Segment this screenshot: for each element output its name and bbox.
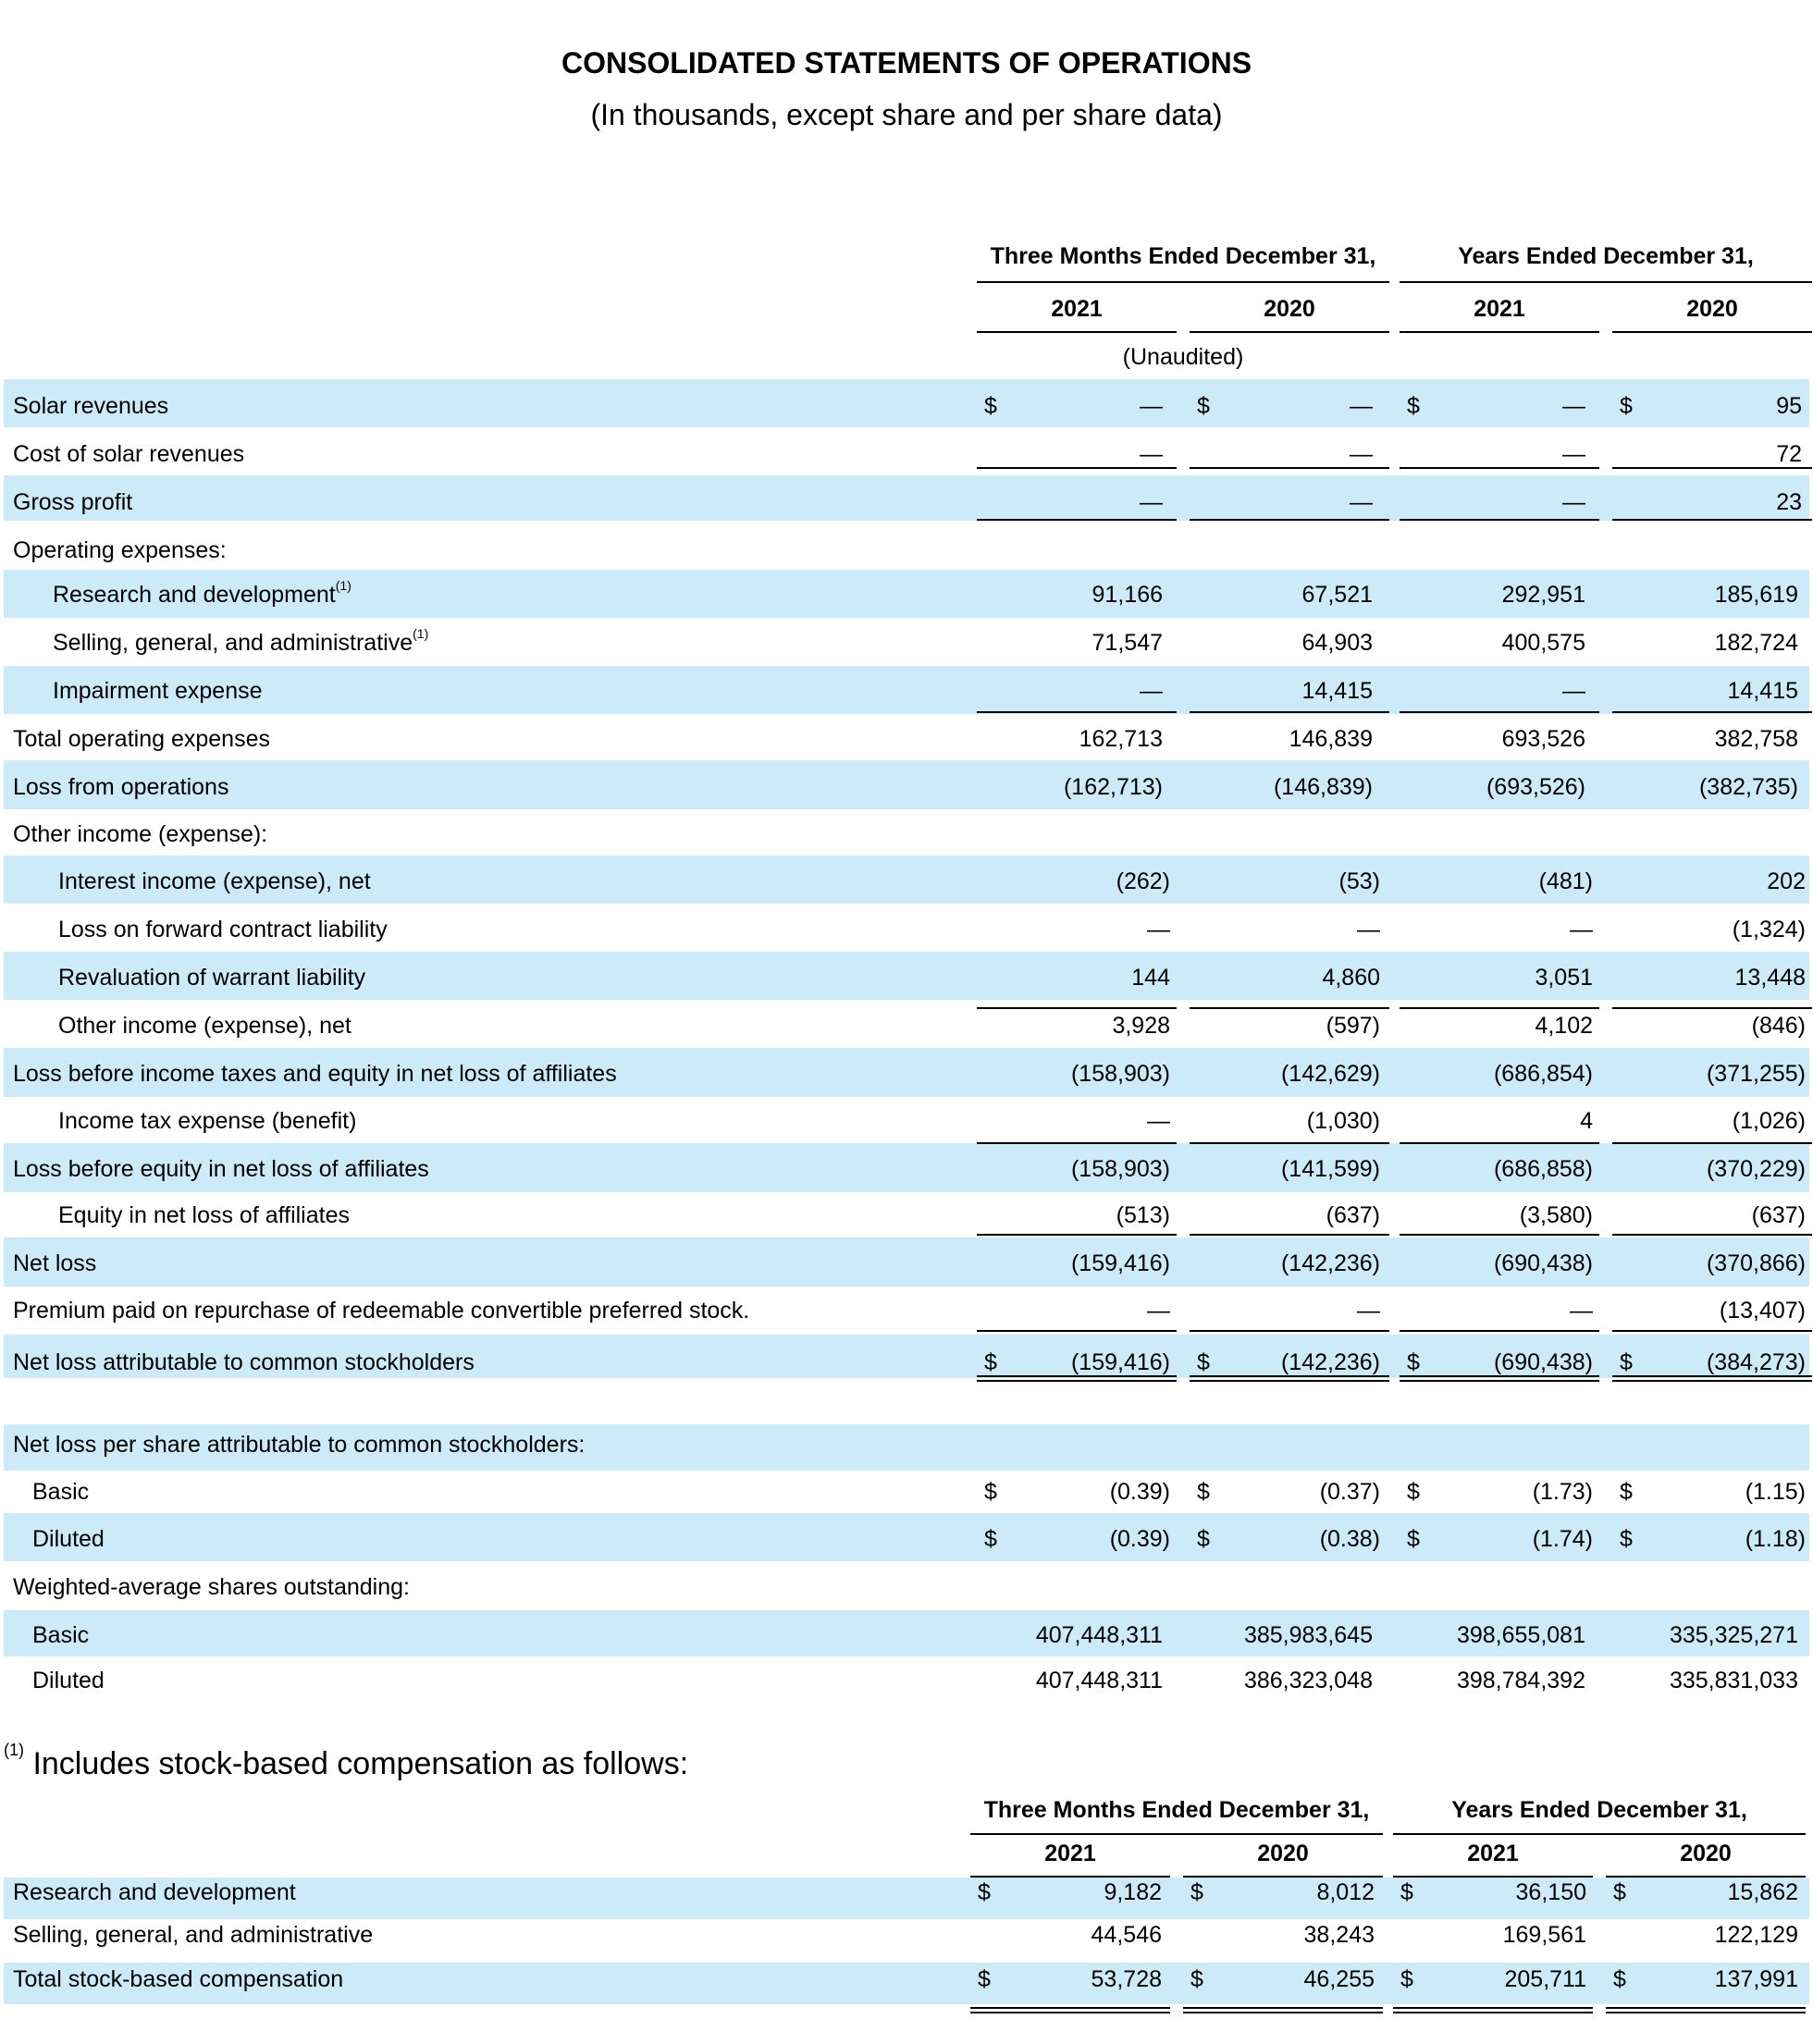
currency-symbol: $ (1407, 1349, 1420, 1375)
row-label: Basic (32, 1479, 90, 1505)
total-rule (977, 711, 1177, 713)
cell-value: — (1350, 393, 1373, 419)
table-row (0, 1479, 1813, 1525)
table-row (0, 1879, 1813, 1926)
row-label: Equity in net loss of affiliates (58, 1202, 350, 1228)
table-row (0, 1202, 1813, 1249)
row-label: Weighted-average shares outstanding: (13, 1574, 410, 1600)
row-label: Cost of solar revenues (13, 441, 245, 467)
table-row (0, 537, 1813, 584)
double-rule (1606, 2007, 1806, 2013)
cell-value: 13,448 (1734, 965, 1806, 991)
cell-value: — (1570, 1298, 1593, 1324)
currency-symbol: $ (984, 1479, 997, 1505)
row-label: Diluted (32, 1668, 105, 1693)
total-rule (977, 1234, 1177, 1236)
cell-value: 382,758 (1714, 726, 1798, 752)
table-row (0, 1668, 1813, 1714)
total-rule (1400, 1142, 1599, 1144)
cell-value: 3,051 (1535, 965, 1593, 991)
row-label: Net loss (13, 1250, 97, 1276)
comp-year-header: 2021 (1044, 1841, 1096, 1866)
cell-value: (1.73) (1532, 1479, 1593, 1505)
cell-value: 185,619 (1714, 582, 1798, 608)
cell-value: (637) (1326, 1202, 1380, 1228)
total-rule (1400, 1330, 1599, 1332)
currency-symbol: $ (1190, 1879, 1203, 1905)
table-row (0, 821, 1813, 868)
table-row (0, 868, 1813, 915)
cell-value: 386,323,048 (1243, 1668, 1373, 1693)
cell-value: 335,325,271 (1669, 1622, 1798, 1648)
total-rule (1400, 1007, 1599, 1009)
cell-value: (1.15) (1745, 1479, 1806, 1505)
cell-value: (597) (1326, 1013, 1380, 1039)
currency-symbol: $ (1190, 1966, 1203, 1992)
cell-value: 23 (1776, 489, 1802, 515)
currency-symbol: $ (1613, 1966, 1626, 1992)
cell-value: — (1350, 489, 1373, 515)
table-row (0, 1013, 1813, 1059)
table-row (0, 1250, 1813, 1297)
header-rule (970, 1833, 1383, 1835)
total-rule (977, 1007, 1177, 1009)
footnote-text: Includes stock-based compensation as follows: (32, 1746, 689, 1781)
footnote-marker: (1) (4, 1741, 24, 1759)
row-label: Income tax expense (benefit) (58, 1108, 357, 1134)
row-label: Interest income (expense), net (58, 868, 371, 894)
year-header: 2021 (1474, 296, 1525, 322)
cell-value: 8,012 (1316, 1879, 1375, 1905)
currency-symbol: $ (1197, 1479, 1210, 1505)
cell-value: — (1570, 917, 1593, 942)
header-rule (1190, 331, 1389, 333)
table-row (0, 774, 1813, 820)
double-rule (1183, 2007, 1383, 2013)
cell-value: 53,728 (1091, 1966, 1162, 1992)
cell-value: (481) (1538, 868, 1593, 894)
row-label: Solar revenues (13, 393, 169, 419)
cell-value: — (1357, 1298, 1380, 1324)
cell-value: 15,862 (1727, 1879, 1798, 1905)
cell-value: — (1147, 917, 1170, 942)
cell-value: (693,526) (1486, 774, 1585, 800)
cell-value: (0.37) (1319, 1479, 1380, 1505)
cell-value: 182,724 (1714, 630, 1798, 656)
currency-symbol: $ (1620, 1526, 1633, 1552)
table-row (0, 1349, 1813, 1396)
cell-value: 9,182 (1104, 1879, 1162, 1905)
row-label: Gross profit (13, 489, 133, 515)
cell-value: 335,831,033 (1669, 1668, 1798, 1693)
cell-value: (1.18) (1745, 1526, 1806, 1552)
footnote-ref: (1) (413, 626, 429, 641)
double-rule (1190, 1375, 1389, 1382)
cell-value: (0.39) (1109, 1479, 1170, 1505)
cell-value: 144 (1131, 965, 1170, 991)
cell-value: 4,102 (1535, 1013, 1593, 1039)
cell-value: (513) (1116, 1202, 1170, 1228)
cell-value: (370,866) (1706, 1250, 1806, 1276)
page-subtitle: (In thousands, except share and per share data) (590, 98, 1223, 131)
row-label: Loss before income taxes and equity in net loss of affiliates (13, 1061, 617, 1087)
table-row (0, 1526, 1813, 1572)
comp-year-header: 2020 (1680, 1841, 1732, 1866)
total-rule (1190, 711, 1389, 713)
total-rule (1612, 1234, 1812, 1236)
header-rule (1400, 281, 1812, 283)
total-rule (1190, 519, 1389, 521)
cell-value: (1.74) (1532, 1526, 1593, 1552)
cell-value: — (1562, 441, 1585, 467)
footnote-ref: (1) (335, 578, 352, 593)
currency-symbol: $ (1400, 1966, 1413, 1992)
period-header-years: Years Ended December 31, (1458, 243, 1754, 269)
cell-value: (142,629) (1280, 1061, 1380, 1087)
row-label: Revaluation of warrant liability (58, 965, 366, 991)
row-label: Impairment expense (53, 678, 263, 704)
currency-symbol: $ (1620, 393, 1633, 419)
table-row (0, 1574, 1813, 1620)
year-header: 2020 (1264, 296, 1315, 322)
cell-value: 693,526 (1501, 726, 1585, 752)
cell-value: (846) (1751, 1013, 1806, 1039)
year-header: 2020 (1686, 296, 1738, 322)
cell-value: 67,521 (1301, 582, 1373, 608)
cell-value: (686,854) (1493, 1061, 1593, 1087)
cell-value: — (1140, 393, 1163, 419)
row-label: Net loss per share attributable to common stockholders: (13, 1432, 586, 1458)
double-rule (1393, 2007, 1593, 2013)
currency-symbol: $ (1407, 1479, 1420, 1505)
cell-value: 64,903 (1301, 630, 1373, 656)
cell-value: (159,416) (1070, 1250, 1170, 1276)
total-rule (1190, 1142, 1389, 1144)
cell-value: (637) (1751, 1202, 1806, 1228)
header-rule (977, 331, 1177, 333)
currency-symbol: $ (1197, 1526, 1210, 1552)
cell-value: 202 (1767, 868, 1806, 894)
cell-value: — (1350, 441, 1373, 467)
table-row (0, 1922, 1813, 1968)
currency-symbol: $ (1407, 1526, 1420, 1552)
cell-value: 4,860 (1322, 965, 1380, 991)
cell-value: — (1147, 1108, 1170, 1134)
cell-value: 146,839 (1289, 726, 1373, 752)
cell-value: 95 (1776, 393, 1802, 419)
currency-symbol: $ (978, 1879, 991, 1905)
header-rule (1393, 1833, 1806, 1835)
cell-value: — (1562, 489, 1585, 515)
cell-value: 46,255 (1303, 1966, 1375, 1992)
cell-value: 205,711 (1504, 1966, 1586, 1992)
row-label: Total stock-based compensation (13, 1966, 344, 1992)
total-rule (1190, 1007, 1389, 1009)
total-rule (977, 1142, 1177, 1144)
total-rule (1190, 1330, 1389, 1332)
cell-value: 407,448,311 (1035, 1622, 1163, 1648)
row-label: Selling, general, and administrative (13, 1922, 374, 1948)
double-rule (1612, 1375, 1812, 1382)
row-label: Diluted (32, 1526, 105, 1552)
page-title: CONSOLIDATED STATEMENTS OF OPERATIONS (561, 46, 1252, 80)
cell-value: 169,561 (1502, 1922, 1586, 1948)
header-rule (1400, 331, 1599, 333)
cell-value: 400,575 (1501, 630, 1585, 656)
cell-value: 38,243 (1303, 1922, 1375, 1948)
row-label: Operating expenses: (13, 537, 227, 563)
cell-value: (1,030) (1306, 1108, 1380, 1134)
currency-symbol: $ (1400, 1879, 1413, 1905)
double-rule (977, 1375, 1177, 1382)
cell-value: 91,166 (1092, 582, 1163, 608)
footnote (4, 1741, 689, 1782)
cell-value: 4 (1580, 1108, 1593, 1134)
table-row (0, 1432, 1813, 1478)
double-rule (970, 2007, 1170, 2013)
cell-value: (146,839) (1273, 774, 1373, 800)
cell-value: — (1140, 489, 1163, 515)
total-rule (1190, 1234, 1389, 1236)
cell-value: 44,546 (1091, 1922, 1162, 1948)
cell-value: — (1140, 678, 1163, 704)
period-header-three-months: Three Months Ended December 31, (990, 243, 1376, 269)
comp-year-header: 2021 (1467, 1841, 1519, 1866)
cell-value: (370,229) (1706, 1156, 1806, 1182)
total-rule (1612, 467, 1812, 469)
cell-value: 398,784,392 (1456, 1668, 1585, 1693)
table-row (0, 1298, 1813, 1344)
cell-value: — (1562, 393, 1585, 419)
cell-value: 292,951 (1501, 582, 1585, 608)
comp-period-header-three-months: Three Months Ended December 31, (983, 1797, 1370, 1823)
row-label: Other income (expense): (13, 821, 268, 847)
cell-value: (0.38) (1319, 1526, 1380, 1552)
table-row (0, 489, 1813, 536)
total-rule (1612, 711, 1812, 713)
cell-value: (1,026) (1732, 1108, 1806, 1134)
cell-value: (141,599) (1280, 1156, 1380, 1182)
table-row (0, 626, 1813, 676)
total-rule (977, 1330, 1177, 1332)
table-row (0, 578, 1813, 628)
total-rule (1400, 467, 1599, 469)
row-label: Loss from operations (13, 774, 229, 800)
cell-value: (142,236) (1280, 1250, 1380, 1276)
cell-value: 14,415 (1727, 678, 1798, 704)
row-label: Premium paid on repurchase of redeemable convertible preferred stock. (13, 1298, 750, 1324)
cell-value: (162,713) (1063, 774, 1163, 800)
cell-value: (53) (1338, 868, 1380, 894)
cell-value: (159,416) (1070, 1349, 1170, 1375)
cell-value: (3,580) (1519, 1202, 1593, 1228)
currency-symbol: $ (984, 1526, 997, 1552)
currency-symbol: $ (984, 1349, 997, 1375)
cell-value: (1,324) (1732, 917, 1806, 942)
row-label: Selling, general, and administrative$^{(1)}$ (53, 626, 429, 656)
cell-value: 122,129 (1714, 1922, 1798, 1948)
cell-value: 14,415 (1301, 678, 1373, 704)
cell-value: 162,713 (1079, 726, 1163, 752)
cell-value: (384,273) (1706, 1349, 1806, 1375)
currency-symbol: $ (978, 1966, 991, 1992)
row-label: Other income (expense), net (58, 1013, 352, 1039)
currency-symbol: $ (1407, 393, 1420, 419)
row-label: Loss before equity in net loss of affiliates (13, 1156, 429, 1182)
cell-value: 71,547 (1092, 630, 1163, 656)
currency-symbol: $ (1197, 393, 1210, 419)
double-rule (1400, 1375, 1599, 1382)
comp-period-header-years: Years Ended December 31, (1451, 1797, 1747, 1823)
cell-value: 3,928 (1112, 1013, 1170, 1039)
cell-value: (262) (1116, 868, 1170, 894)
comp-year-header: 2020 (1257, 1841, 1309, 1866)
row-label: Research and development (13, 1879, 296, 1905)
year-header: 2021 (1051, 296, 1103, 322)
cell-value: 398,655,081 (1456, 1622, 1585, 1648)
cell-value: — (1562, 678, 1585, 704)
cell-value: — (1147, 1298, 1170, 1324)
row-label: Basic (32, 1622, 90, 1648)
currency-symbol: $ (984, 393, 997, 419)
cell-value: 137,991 (1714, 1966, 1798, 1992)
cell-value: (382,735) (1698, 774, 1798, 800)
cell-value: (371,255) (1706, 1061, 1806, 1087)
cell-value: 72 (1776, 441, 1802, 467)
cell-value: (690,438) (1493, 1250, 1593, 1276)
total-rule (1612, 1330, 1812, 1332)
total-rule (1612, 1142, 1812, 1144)
total-rule (1400, 519, 1599, 521)
cell-value: (158,903) (1070, 1061, 1170, 1087)
table-row (0, 965, 1813, 1011)
cell-value: (0.39) (1109, 1526, 1170, 1552)
row-label: Research and development$^{(1)}$ (53, 578, 352, 608)
table-row (0, 917, 1813, 963)
cell-value: (142,236) (1280, 1349, 1380, 1375)
cell-value: 385,983,645 (1243, 1622, 1373, 1648)
table-row (0, 1966, 1813, 2013)
cell-value: (686,858) (1493, 1156, 1593, 1182)
table-row (0, 393, 1813, 439)
currency-symbol: $ (1620, 1479, 1633, 1505)
cell-value: (690,438) (1493, 1349, 1593, 1375)
currency-symbol: $ (1620, 1349, 1633, 1375)
cell-value: (158,903) (1070, 1156, 1170, 1182)
table-row (0, 1622, 1813, 1668)
total-rule (1612, 1007, 1812, 1009)
total-rule (977, 467, 1177, 469)
total-rule (1400, 711, 1599, 713)
table-row (0, 441, 1813, 487)
table-row (0, 1108, 1813, 1154)
table-row (0, 1061, 1813, 1107)
cell-value: (13,407) (1719, 1298, 1806, 1324)
unaudited-note: (Unaudited) (1122, 344, 1244, 370)
table-row (0, 1156, 1813, 1202)
total-rule (1400, 1234, 1599, 1236)
row-label: Net loss attributable to common stockholders (13, 1349, 475, 1375)
currency-symbol: $ (1613, 1879, 1626, 1905)
cell-value: 36,150 (1515, 1879, 1586, 1905)
total-rule (977, 519, 1177, 521)
row-label: Loss on forward contract liability (58, 917, 388, 942)
cell-value: — (1357, 917, 1380, 942)
table-row (0, 678, 1813, 724)
header-rule (1612, 331, 1812, 333)
currency-symbol: $ (1197, 1349, 1210, 1375)
row-label: Total operating expenses (13, 726, 270, 752)
cell-value: 407,448,311 (1035, 1668, 1163, 1693)
table-row (0, 726, 1813, 772)
total-rule (1612, 519, 1812, 521)
header-rule (977, 281, 1389, 283)
cell-value: — (1140, 441, 1163, 467)
total-rule (1190, 467, 1389, 469)
